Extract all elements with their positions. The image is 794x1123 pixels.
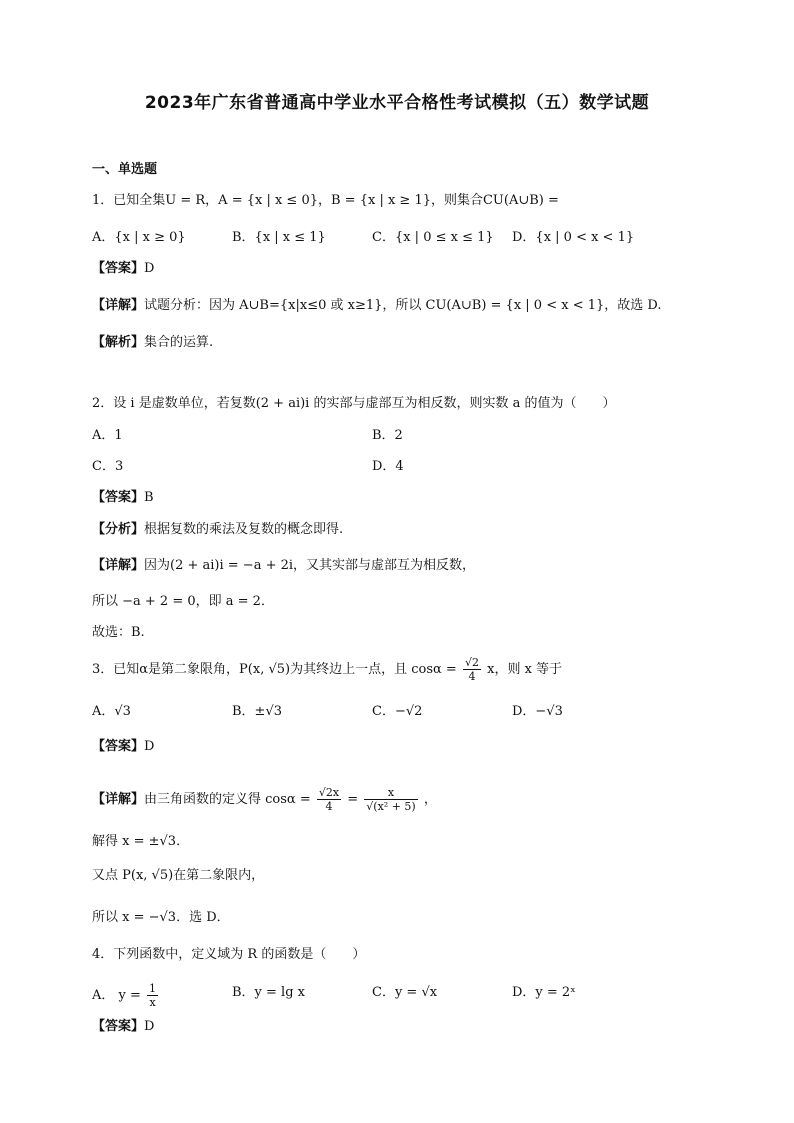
- fraction-numerator: √2x: [318, 786, 340, 799]
- detail-post: ，: [423, 792, 437, 807]
- document-title: 2023年广东省普通高中学业水平合格性考试模拟（五）数学试题: [144, 93, 650, 113]
- q4-answer: [92, 1017, 154, 1037]
- q3-detail-line3: 又点 P(x, √5)在第二象限内，: [92, 868, 265, 883]
- q3-stem: [92, 656, 562, 683]
- answer-value: B: [144, 490, 154, 505]
- q3-fraction: [463, 656, 481, 683]
- q2-option-a: A．1: [92, 428, 123, 443]
- q2-answer: [92, 488, 154, 508]
- fraction-numerator: √2: [464, 656, 479, 669]
- fraction-denominator: √(x² + 5): [366, 800, 416, 813]
- fraction-denominator: 4: [325, 800, 333, 813]
- fraction-denominator: x: [149, 996, 156, 1009]
- section-heading: 一、单选题: [92, 162, 158, 177]
- q2-option-c: C．3: [92, 459, 124, 474]
- fenxi-text: 根据复数的乘法及复数的概念即得.: [144, 522, 344, 537]
- q2-option-d: D．4: [372, 459, 404, 474]
- q3-stem-post: x，则 x 等于: [487, 662, 563, 677]
- q1-option-d: D．{x | 0 < x < 1}: [512, 230, 635, 245]
- q3-option-a: A．√3: [92, 704, 131, 719]
- q3-option-c: C．−√2: [372, 704, 423, 719]
- fraction-numerator: 1: [149, 982, 157, 995]
- option-label: A．: [92, 988, 115, 1003]
- q3-option-b: B．±√3: [232, 704, 283, 719]
- q2-detail: [92, 556, 475, 576]
- q3-detail-line4: 所以 x = −√3．选 D．: [92, 910, 230, 925]
- q4-option-a: [92, 982, 160, 1009]
- q2-option-b: B．2: [372, 428, 403, 443]
- detail-tag: 【详解】: [92, 792, 145, 807]
- q3-detail-line2: 解得 x = ±√3．: [92, 834, 190, 849]
- q3-answer: [92, 737, 154, 757]
- q1-detail: [92, 296, 661, 316]
- q4-stem: 4．下列函数中，定义域为 R 的函数是（ ）: [92, 947, 366, 962]
- answer-tag: 【答案】: [92, 261, 145, 276]
- equals-sign: =: [347, 792, 359, 807]
- fraction-denominator: 4: [468, 670, 476, 683]
- answer-tag: 【答案】: [92, 1019, 145, 1034]
- q3-detail: [92, 786, 437, 813]
- answer-tag: 【答案】: [92, 490, 145, 505]
- answer-value: D: [144, 1019, 155, 1034]
- q4-option-a-fraction: [147, 982, 158, 1009]
- q1-option-b: B．{x | x ≤ 1}: [232, 230, 326, 245]
- option-y: y =: [118, 988, 141, 1003]
- detail-tag: 【详解】: [92, 298, 145, 313]
- q1-answer: [92, 259, 154, 279]
- q2-fenxi: [92, 520, 343, 540]
- fenxi-tag: 【分析】: [92, 522, 145, 537]
- q2-detail-line3: 故选：B.: [92, 625, 145, 640]
- q4-option-d: D．y = 2ˣ: [512, 985, 576, 1000]
- q3-detail-fraction-1: [317, 786, 341, 813]
- fraction-numerator: x: [364, 786, 417, 800]
- q3-option-d: D．−√3: [512, 704, 563, 719]
- analysis-tag: 【解析】: [92, 335, 145, 350]
- q3-stem-pre: 3．已知α是第二象限角，P(x, √5)为其终边上一点，且 cosα =: [92, 662, 457, 677]
- detail-text: 试题分析：因为 A∪B={x|x≤0 或 x≥1}，所以 CU(A∪B) = {x | 0 < x < 1}，故选 D.: [144, 298, 662, 313]
- answer-value: D: [144, 739, 155, 754]
- detail-text: 因为(2 + ai)i = −a + 2i，又其实部与虚部互为相反数，: [144, 558, 476, 573]
- detail-text: 由三角函数的定义得 cosα =: [144, 792, 311, 807]
- answer-tag: 【答案】: [92, 739, 145, 754]
- q1-option-c: C．{x | 0 ≤ x ≤ 1}: [372, 230, 494, 245]
- q1-analysis: [92, 333, 213, 353]
- q3-detail-fraction-2: [364, 786, 417, 813]
- q1-option-a: A．{x | x ≥ 0}: [92, 230, 186, 245]
- detail-tag: 【详解】: [92, 558, 145, 573]
- q1-stem: 1．已知全集U = R，A = {x | x ≤ 0}，B = {x | x ≥ 1}，则集合CU(A∪B) =: [92, 193, 559, 208]
- analysis-text: 集合的运算.: [144, 335, 214, 350]
- q2-detail-line2: 所以 −a + 2 = 0，即 a = 2．: [92, 594, 274, 609]
- q4-option-b: B．y = lg x: [232, 985, 305, 1000]
- answer-value: D: [144, 261, 155, 276]
- q4-option-c: C．y = √x: [372, 985, 438, 1000]
- q2-stem: 2．设 i 是虚数单位，若复数(2 + ai)i 的实部与虚部互为相反数，则实数 a 的值为（ ）: [92, 396, 616, 411]
